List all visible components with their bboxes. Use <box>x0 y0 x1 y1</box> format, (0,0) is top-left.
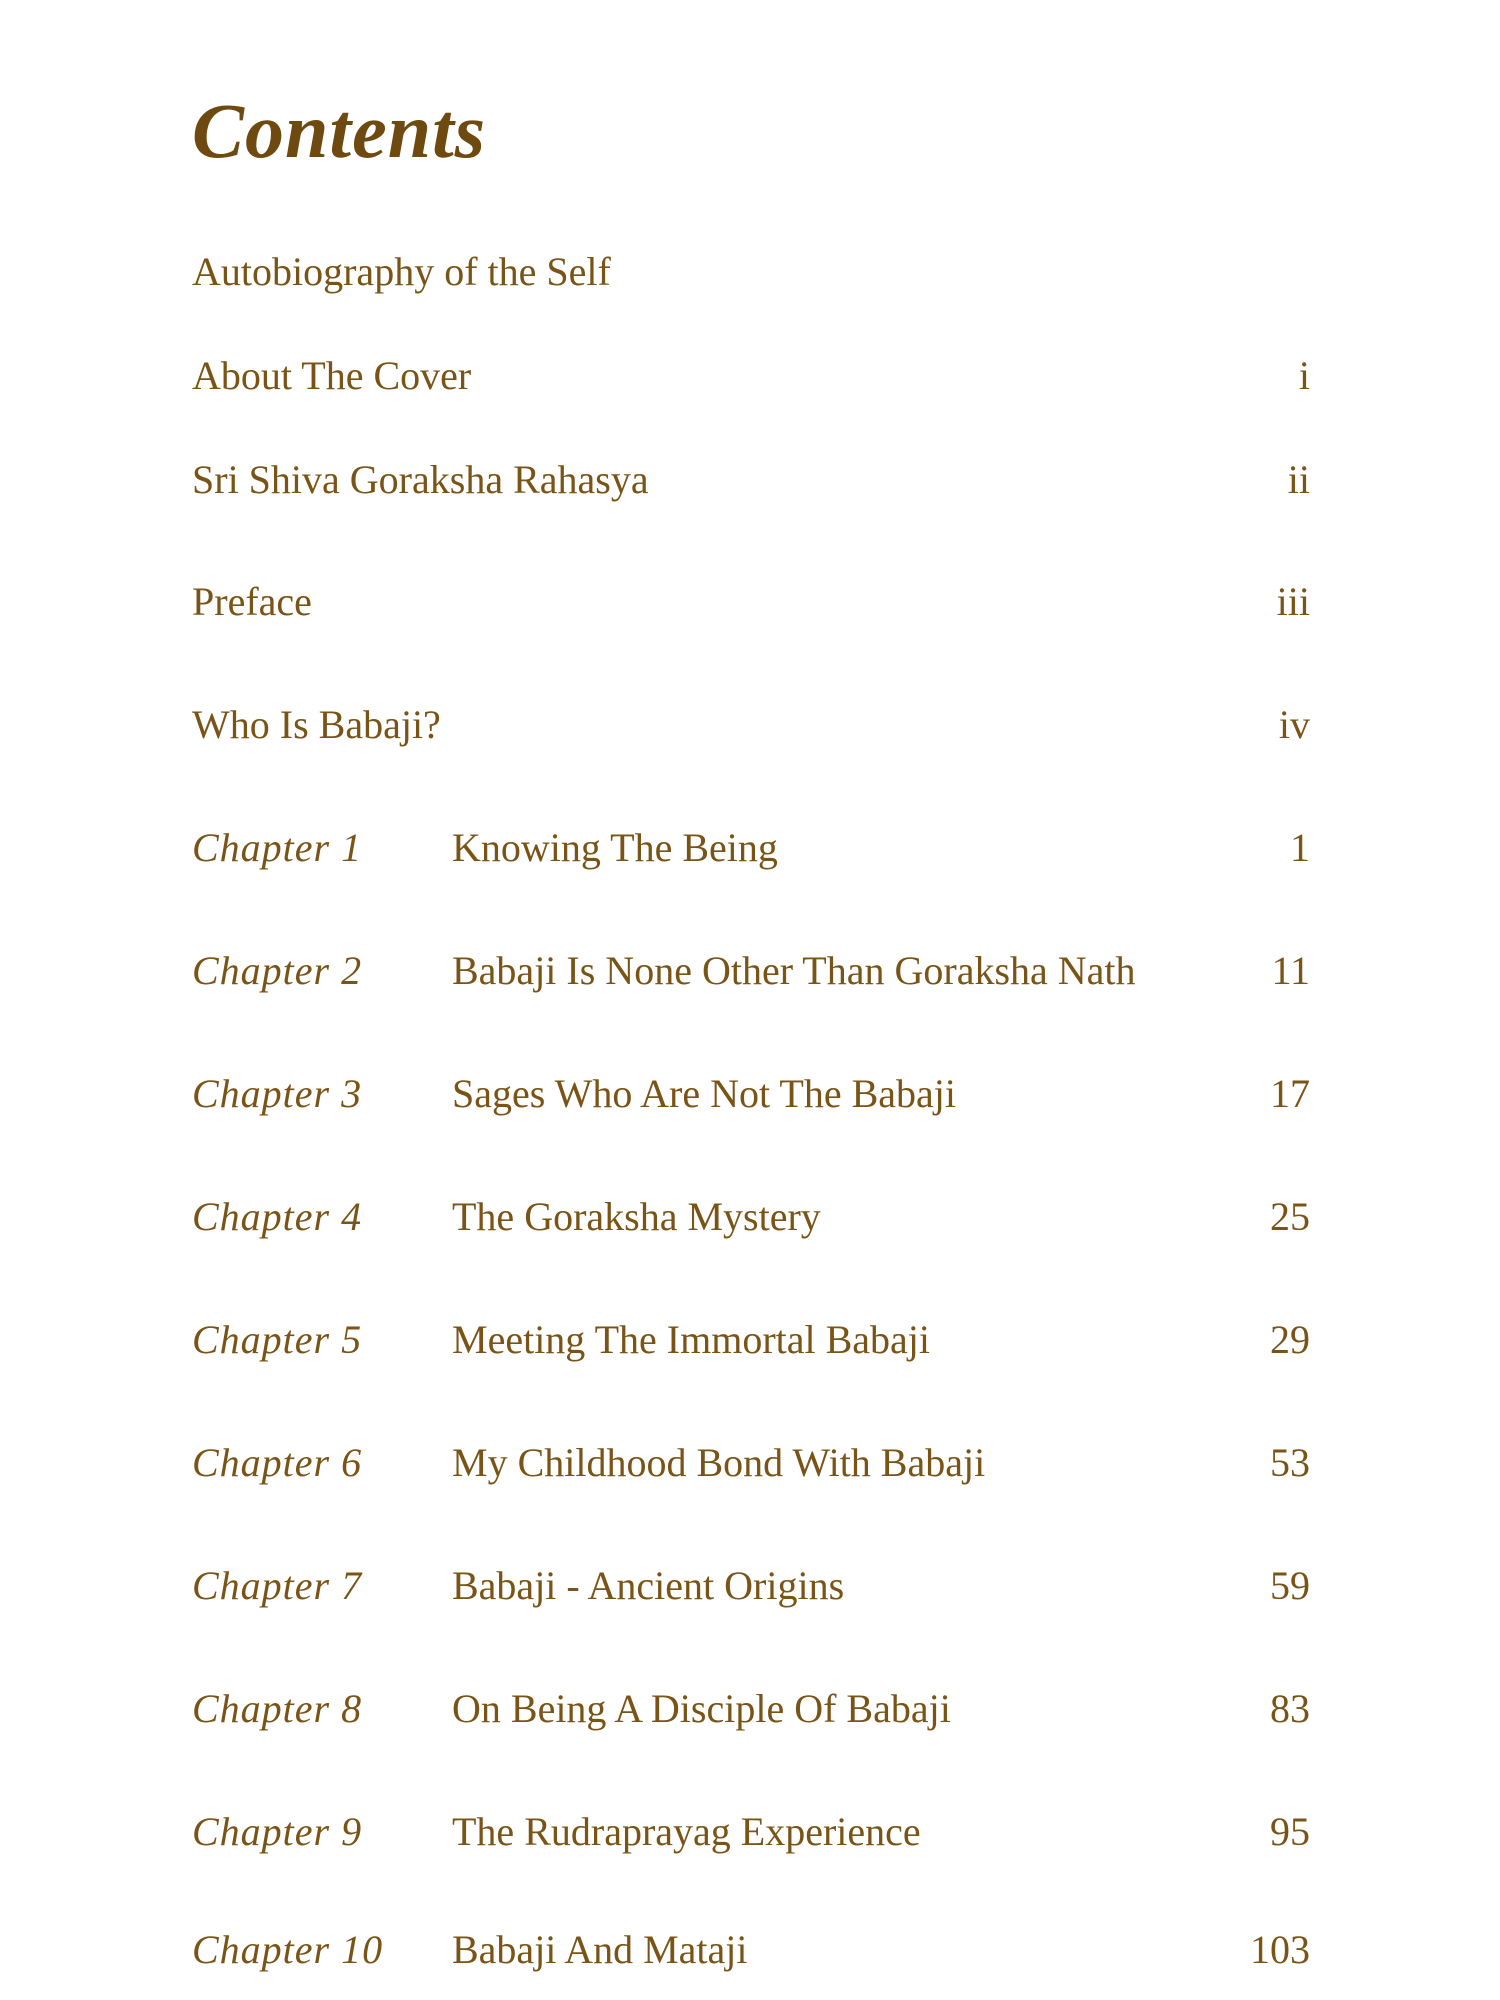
toc-entry-title: Preface <box>192 579 312 624</box>
chapter-title: Babaji - Ancient Origins <box>452 1563 845 1608</box>
chapter-title: Sages Who Are Not The Babaji <box>452 1071 956 1116</box>
chapter-title: Knowing The Being <box>452 825 778 870</box>
chapter-label: Chapter 1 <box>192 825 363 870</box>
toc-entry-page: i <box>1298 353 1310 398</box>
toc-entry-autobiography[interactable] <box>192 242 1310 302</box>
chapter-page: 103 <box>1250 1927 1310 1972</box>
toc-chapter-7[interactable] <box>192 1556 1310 1616</box>
toc-chapter-2[interactable] <box>192 941 1310 1001</box>
toc-entry-title: About The Cover <box>192 353 472 398</box>
chapter-page: 1 <box>1290 825 1310 870</box>
chapter-title: Babaji Is None Other Than Goraksha Nath <box>452 948 1136 993</box>
toc-chapter-10[interactable] <box>192 1920 1310 1980</box>
toc-chapter-4[interactable] <box>192 1187 1310 1247</box>
chapter-title: On Being A Disciple Of Babaji <box>452 1686 951 1731</box>
chapter-label: Chapter 10 <box>192 1927 384 1972</box>
chapter-label: Chapter 3 <box>192 1071 363 1116</box>
chapter-title: Meeting The Immortal Babaji <box>452 1317 931 1362</box>
chapter-page: 11 <box>1271 948 1310 993</box>
toc-entry-title: Autobiography of the Self <box>192 249 611 294</box>
chapter-page: 53 <box>1270 1440 1310 1485</box>
toc-entry-preface[interactable] <box>192 572 1310 632</box>
chapter-page: 25 <box>1270 1194 1310 1239</box>
toc-chapter-8[interactable] <box>192 1679 1310 1739</box>
toc-entry-page: ii <box>1287 457 1310 502</box>
toc-chapter-5[interactable] <box>192 1310 1310 1370</box>
toc-chapter-9[interactable] <box>192 1802 1310 1862</box>
chapter-label: Chapter 5 <box>192 1317 363 1362</box>
toc-chapter-3[interactable] <box>192 1064 1310 1124</box>
toc-entry-page: iii <box>1276 579 1310 624</box>
toc-entry-title: Sri Shiva Goraksha Rahasya <box>192 457 649 502</box>
chapter-label: Chapter 7 <box>192 1563 363 1608</box>
chapter-title: My Childhood Bond With Babaji <box>452 1440 986 1485</box>
chapter-page: 59 <box>1270 1563 1310 1608</box>
chapter-page: 95 <box>1270 1809 1310 1854</box>
toc-entry-page: iv <box>1278 702 1310 747</box>
chapter-title: The Rudraprayag Experience <box>452 1809 921 1854</box>
toc-chapter-6[interactable] <box>192 1433 1310 1493</box>
toc-entry-goraksha-rahasya[interactable] <box>192 450 1310 510</box>
page-title: Contents <box>192 87 487 174</box>
chapter-page: 83 <box>1270 1686 1310 1731</box>
chapter-label: Chapter 8 <box>192 1686 363 1731</box>
chapter-page: 17 <box>1270 1071 1310 1116</box>
toc-entry-about-the-cover[interactable] <box>192 346 1310 406</box>
toc-chapter-1[interactable] <box>192 818 1310 878</box>
toc-entry-title: Who Is Babaji? <box>192 702 441 747</box>
chapter-page: 29 <box>1270 1317 1310 1362</box>
toc-entry-who-is-babaji[interactable] <box>192 695 1310 755</box>
chapter-label: Chapter 2 <box>192 948 363 993</box>
chapter-label: Chapter 9 <box>192 1809 363 1854</box>
chapter-label: Chapter 4 <box>192 1194 363 1239</box>
chapter-title: The Goraksha Mystery <box>452 1194 821 1239</box>
chapter-title: Babaji And Mataji <box>452 1927 748 1972</box>
chapter-label: Chapter 6 <box>192 1440 363 1485</box>
